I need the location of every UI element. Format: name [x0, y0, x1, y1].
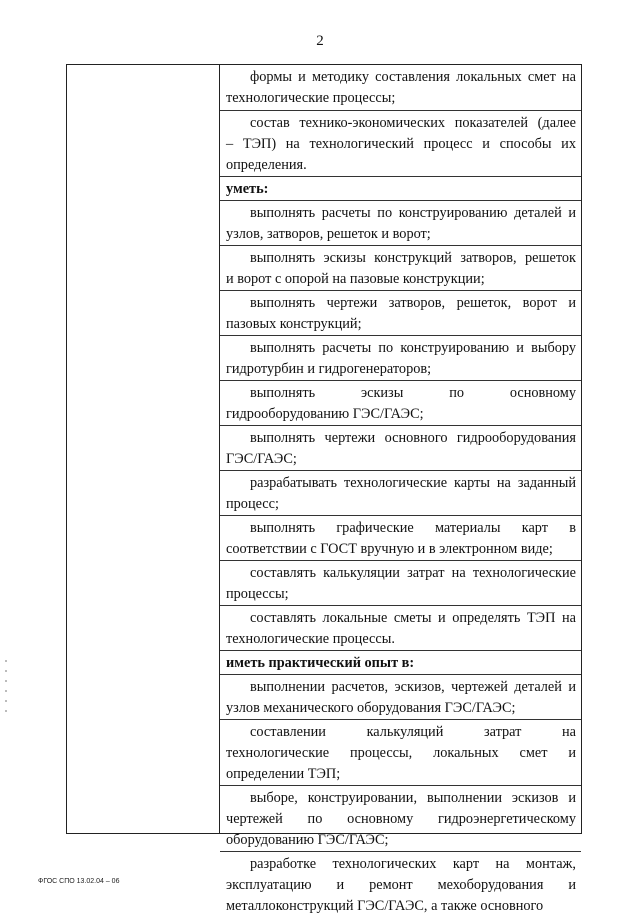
text-line: выполнять графические материалы карт в [250, 520, 576, 536]
text-line: определения. [226, 157, 307, 173]
text-line: технологические процессы. [226, 631, 395, 647]
list-item-text [226, 563, 576, 605]
list-item-text [226, 248, 576, 290]
text-line: выполнять чертежи основного гидрооборудования [250, 430, 576, 446]
text-line: металлоконструкций ГЭС/ГАЭС, а также основного [226, 898, 544, 914]
list-item [220, 200, 581, 246]
list-item [220, 335, 581, 381]
text-line: разработке технологических карт на монтаж, [250, 856, 576, 872]
list-item-text [226, 518, 576, 560]
list-item [220, 560, 581, 606]
text-line: – ТЭП) на технологический процесс и способы их [226, 136, 576, 152]
text-line: составлять локальные сметы и определять ТЭП на [250, 610, 576, 626]
page-number: 2 [316, 33, 324, 49]
text-line: узлов механического оборудования ГЭС/ГАЭС; [226, 700, 516, 716]
text-line: разрабатывать технологические карты на заданный [250, 475, 576, 491]
text-line: выполнять расчеты по конструированию и выбору [250, 340, 576, 356]
list-item [220, 605, 581, 651]
table-left-column [67, 65, 220, 833]
text-line: пазовых конструкций; [226, 316, 362, 332]
list-item-text [226, 338, 576, 380]
list-item-text [226, 677, 576, 719]
text-line: технологические процессы, локальных смет и [226, 745, 576, 761]
text-line: составлять калькуляции затрат на технологические [250, 565, 576, 581]
list-item-text [226, 203, 576, 245]
text-line: выполнении расчетов, эскизов, чертежей деталей и [250, 679, 576, 695]
text-line: гидрооборудованию ГЭС/ГАЭС; [226, 406, 424, 422]
text-line: формы и методику составления локальных смет на [250, 69, 576, 85]
text-line: узлов, затворов, решеток и ворот; [226, 226, 431, 242]
list-item-text [226, 788, 576, 851]
list-item [220, 425, 581, 471]
text-line: процесс; [226, 496, 279, 512]
text-line: гидротурбин и гидрогенераторов; [226, 361, 432, 377]
list-item [220, 290, 581, 336]
text-line: определении ТЭП; [226, 766, 341, 782]
text-line: чертежей по основному гидроэнергетическому [226, 811, 576, 827]
list-item-text [226, 383, 576, 425]
text-line: выборе, конструировании, выполнении эскизов и [250, 790, 576, 806]
section-heading-row [220, 176, 581, 201]
text-line: уметь: [226, 181, 269, 197]
text-line: ГЭС/ГАЭС; [226, 451, 297, 467]
text-line: составлении калькуляций затрат на [250, 724, 576, 740]
text-line: соответствии с ГОСТ вручную и в электронном виде; [226, 541, 553, 557]
list-item [220, 380, 581, 426]
text-line: выполнять расчеты по конструированию деталей и [250, 205, 576, 221]
text-line: и ворот с опорой на пазовые конструкции; [226, 271, 485, 287]
list-item [220, 785, 581, 852]
list-item-text [226, 428, 576, 470]
list-item-text [226, 113, 576, 176]
list-item-text [226, 293, 576, 335]
list-item-text [226, 722, 576, 785]
margin-marks [5, 660, 7, 720]
list-item-text [226, 67, 576, 109]
list-item-text [226, 854, 576, 917]
text-line: оборудованию ГЭС/ГАЭС; [226, 832, 389, 848]
list-item [220, 515, 581, 561]
list-item [220, 245, 581, 291]
footer-document-code: ФГОС СПО 13.02.04 – 06 [38, 878, 120, 885]
list-item-text [226, 473, 576, 515]
list-item [220, 65, 581, 110]
text-line: иметь практический опыт в: [226, 655, 415, 671]
list-item [220, 851, 581, 918]
list-item [220, 470, 581, 516]
table-right-column [220, 65, 581, 914]
text-line: выполнять эскизы по основному [250, 385, 576, 401]
text-line: технологические процессы; [226, 90, 396, 106]
list-item [220, 719, 581, 786]
section-heading-row [220, 650, 581, 675]
text-line: процессы; [226, 586, 289, 602]
section-heading [226, 179, 576, 200]
section-heading [226, 653, 576, 674]
list-item [220, 674, 581, 720]
text-line: выполнять эскизы конструкций затворов, решеток [250, 250, 576, 266]
list-item-text [226, 608, 576, 650]
text-line: состав технико-экономических показателей (далее [250, 115, 576, 131]
text-line: выполнять чертежи затворов, решеток, ворот и [250, 295, 576, 311]
list-item [220, 110, 581, 177]
text-line: эксплуатацию и ремонт мехоборудования и [226, 877, 576, 893]
